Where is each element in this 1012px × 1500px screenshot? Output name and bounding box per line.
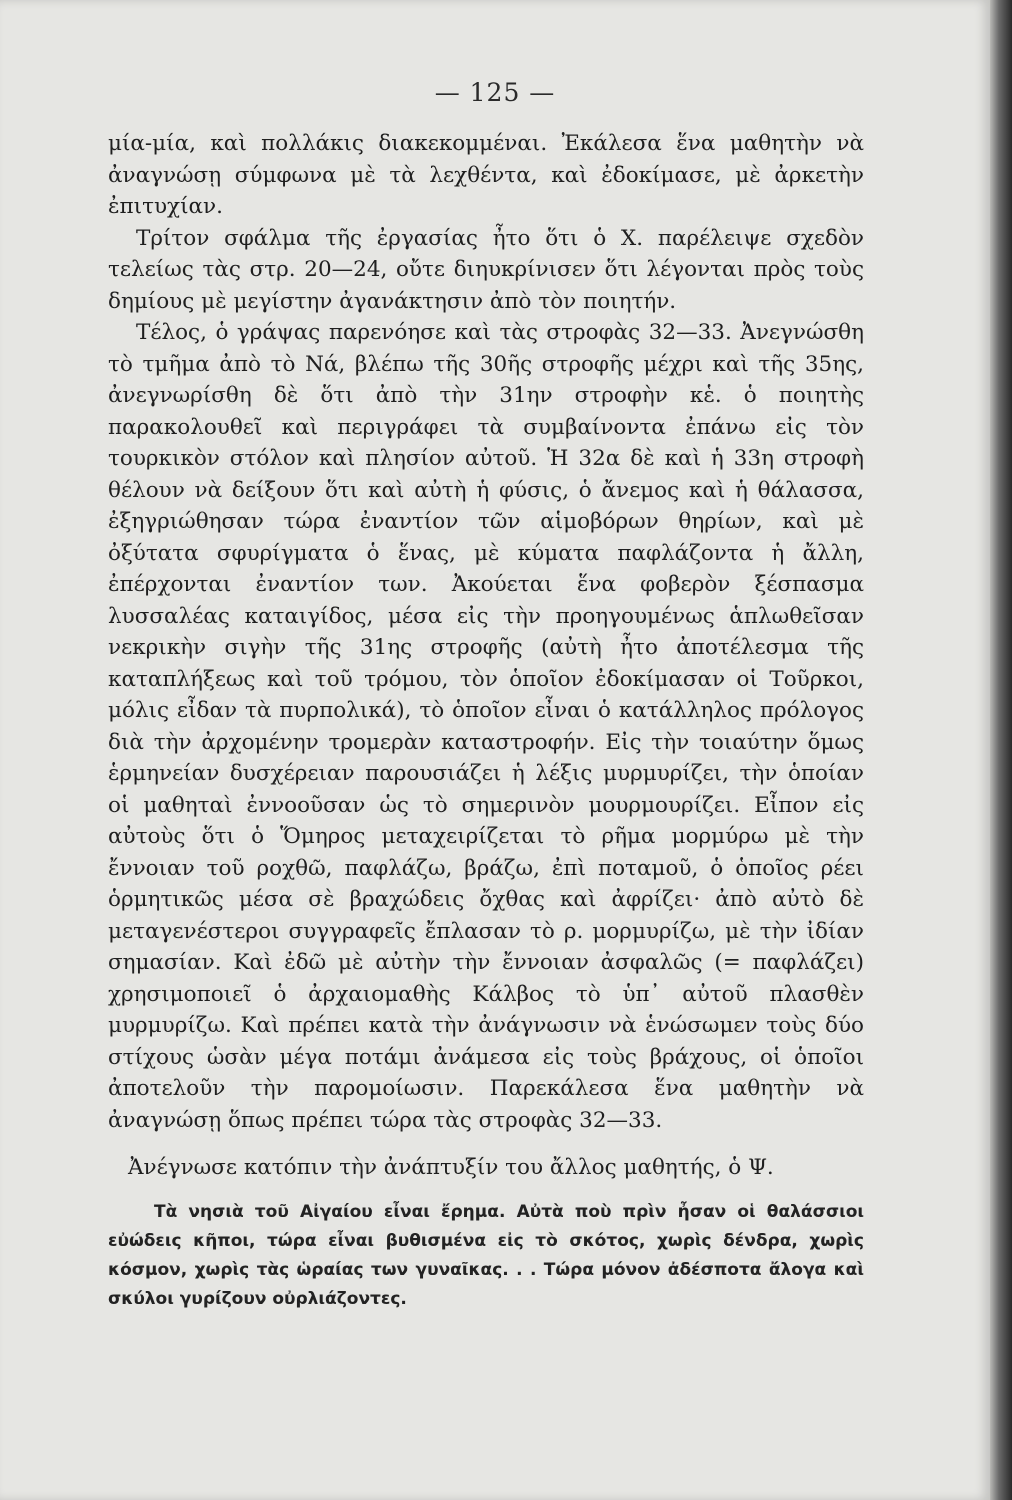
page-edge-shadow — [990, 0, 1012, 1500]
body-text — [108, 128, 864, 1314]
paragraph-3: Τέλος, ὁ γράψας παρενόησε καὶ τὰς στροφὰς 32—33. Ἀνεγνώσθη τὸ τμῆμα ἀπὸ τὸ Νά, βλέπω τῆς 30ῆς στροφῆς μέχρι καὶ τῆς 35ης, ἀνεγνωρίσθη δὲ ὅτι ἀπὸ τὴν 31ην στροφὴν κἑ. ὁ ποιητὴς παρακολουθεῖ καὶ περιγράφει τὰ συμβαίνοντα ἐπάνω εἰς τὸν τουρκικὸν στόλον καὶ πλησίον αὐτοῦ. Ἡ 32α δὲ καὶ ἡ 33η στροφὴ θέλουν νὰ δείξουν ὅτι καὶ αὐτὴ ἡ φύσις, ὁ ἄνεμος καὶ ἡ θάλασσα, ἐξηγριώθησαν τώρα ἐναντίον τῶν αἱμοβόρων θηρίων, καὶ μὲ ὀξύτατα σφυρίγματα ὁ ἕνας, μὲ κύματα παφλάζοντα ἡ ἄλλη, ἐπέρχονται ἐναντίον των. Ἀκούεται ἕνα φοβερὸν ξέσπασμα λυσσαλέας καταιγίδος, μέσα εἰς τὴν προηγουμένως ἁπλωθεῖσαν νεκρικὴν σιγὴν τῆς 31ης στροφῆς (αὐτὴ ἦτο ἀποτέλεσμα τῆς καταπλήξεως καὶ τοῦ τρόμου, τὸν ὁποῖον ἐδοκίμασαν οἱ Τοῦρκοι, μόλις εἶδαν τὰ πυρπολικά), τὸ ὁποῖον εἶναι ὁ κατάλληλος πρόλογος διὰ τὴν ἀρχομένην τρομερὰν καταστροφήν. Εἰς τὴν τοιαύτην ὅμως ἑρμηνείαν δυσχέρειαν παρουσιάζει ἡ λέξις μυρμυρίζει, τὴν ὁποίαν οἱ μαθηταὶ ἐννοοῦσαν ὡς τὸ σημερινὸν μουρμουρίζει. Εἶπον εἰς αὐτοὺς ὅτι ὁ Ὅμηρος μεταχειρίζεται τὸ ρῆμα μορμύρω μὲ τὴν ἔννοιαν τοῦ ροχθῶ, παφλάζω, βράζω, ἐπὶ ποταμοῦ, ὁ ὁποῖος ρέει ὁρμητικῶς μέσα σὲ βραχώδεις ὄχθας καὶ ἀφρίζει· ἀπὸ αὐτὸ δὲ μεταγενέστεροι συγγραφεῖς ἔπλασαν τὸ ρ. μορμυρίζω, μὲ τὴν ἰδίαν σημασίαν. Καὶ ἐδῶ μὲ αὐτὴν τὴν ἔννοιαν ἀσφαλῶς (= παφλάζει) χρησιμοποιεῖ ὁ ἀρχαιομαθὴς Κάλβος τὸ ὑπ᾿ αὐτοῦ πλασθὲν μυρμυρίζω. Καὶ πρέπει κατὰ τὴν ἀνάγνωσιν νὰ ἑνώσωμεν τοὺς δύο στίχους ὡσὰν μέγα ποτάμι ἀνάμεσα εἰς τοὺς βράχους, οἱ ὁποῖοι ἀποτελοῦν τὴν παρομοίωσιν. Παρεκάλεσα ἕνα μαθητὴν νὰ ἀναγνώσῃ ὅπως πρέπει τώρα τὰς στροφὰς 32—33. — [108, 320, 864, 1133]
paragraph-4: Ἀνέγνωσε κατόπιν τὴν ἀνάπτυξίν του ἄλλος μαθητής, ὁ Ψ. — [128, 1155, 774, 1180]
paragraph-2: Τρίτον σφάλμα τῆς ἐργασίας ἦτο ὅτι ὁ Χ. παρέλειψε σχεδὸν τελείως τὰς στρ. 20—24, οὔτε διηυκρίνισεν ὅτι λέγονται πρὸς τοὺς δημίους μὲ μεγίστην ἀγανάκτησιν ἀπὸ τὸν ποιητήν. — [108, 225, 864, 314]
page-number: — 125 — — [434, 78, 556, 107]
quoted-student-text: Τὰ νησιὰ τοῦ Αἰγαίου εἶναι ἔρημα. Αὐτὰ ποὺ πρὶν ἦσαν οἱ θαλάσσιοι εὐώδεις κῆποι, τώρα εἶναι βυθισμένα εἰς τὸ σκότος, χωρὶς δένδρα, χωρὶς κόσμον, χωρὶς τὰς ὡραίας των γυναῖκας. . . Τώρα μόνον ἀδέσποτα ἄλογα καὶ σκύλοι γυρίζουν οὐρλιάζοντες. — [108, 1201, 864, 1309]
paragraph-1: μία-μία, καὶ πολλάκις διακεκομμέναι. Ἐκάλεσα ἕνα μαθητὴν νὰ ἀναγνώσῃ σύμφωνα μὲ τὰ λεχθέντα, καὶ ἐδοκίμασε, μὲ ἀρκετὴν ἐπιτυχίαν. — [108, 131, 864, 219]
